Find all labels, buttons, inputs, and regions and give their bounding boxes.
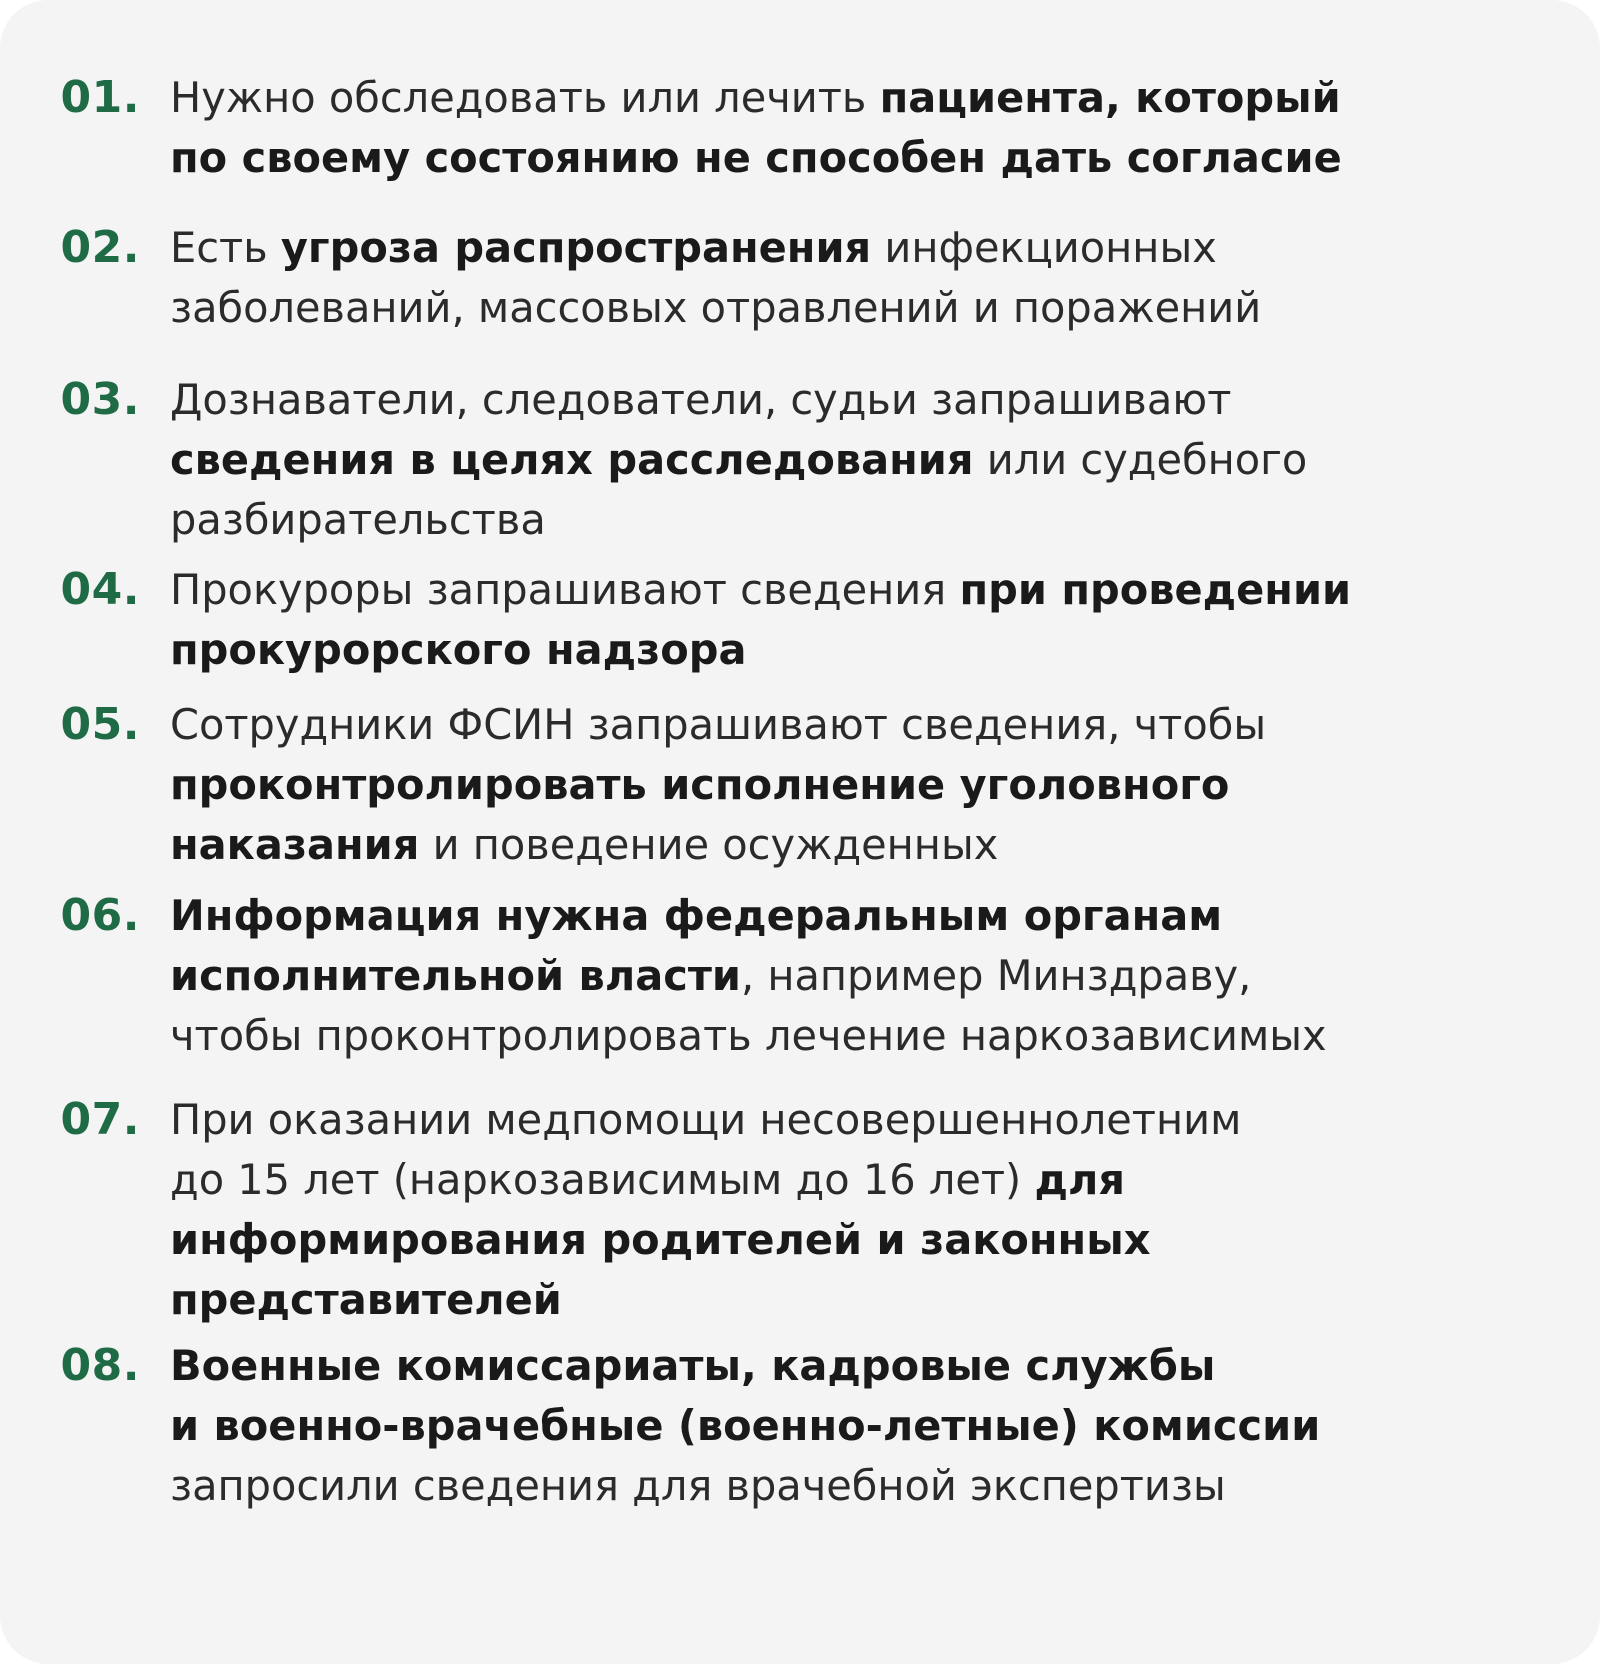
text-line — [170, 1396, 1570, 1456]
regular-text: Нужно обследовать или лечить — [170, 73, 880, 122]
bold-text: прокурорского надзора — [170, 625, 747, 674]
regular-text: до 15 лет (наркозависимым до 16 лет) — [170, 1155, 1035, 1204]
item-text — [170, 560, 1570, 680]
text-line — [170, 815, 1570, 875]
item-text — [170, 370, 1570, 550]
regular-text: запросили сведения для врачебной экспертизы — [170, 1461, 1226, 1510]
item-number: 08. — [61, 1336, 140, 1396]
bold-text: проконтролировать исполнение уголовного — [170, 760, 1230, 809]
bold-text: по своему состоянию не способен дать согласие — [170, 133, 1342, 182]
text-line — [170, 1210, 1570, 1270]
text-line — [170, 430, 1570, 490]
regular-text: Дознаватели, следователи, судьи запрашивают — [170, 375, 1232, 424]
text-line — [170, 755, 1570, 815]
text-line — [170, 128, 1570, 188]
regular-text: При оказании медпомощи несовершеннолетним — [170, 1095, 1242, 1144]
item-text — [170, 695, 1570, 875]
bold-text: исполнительной власти — [170, 951, 741, 1000]
regular-text: Сотрудники ФСИН запрашивают сведения, чтобы — [170, 700, 1267, 749]
item-text — [170, 1336, 1570, 1516]
item-number: 06. — [61, 886, 140, 946]
regular-text: инфекционных — [871, 223, 1217, 272]
bold-text: Информация нужна федеральным органам — [170, 891, 1223, 940]
bold-text: сведения в целях расследования — [170, 435, 974, 484]
text-line — [170, 370, 1570, 430]
regular-text: или судебного — [973, 435, 1308, 484]
text-line — [170, 1336, 1570, 1396]
text-line — [170, 1270, 1570, 1330]
item-text — [170, 68, 1570, 188]
regular-text: Есть — [170, 223, 281, 272]
item-number: 03. — [61, 370, 140, 430]
bold-text: наказания — [170, 820, 420, 869]
regular-text: чтобы проконтролировать лечение наркозависимых — [170, 1011, 1327, 1060]
bold-text: Военные комиссариаты, кадровые службы — [170, 1341, 1216, 1390]
text-line — [170, 68, 1570, 128]
item-number: 04. — [61, 560, 140, 620]
regular-text: и поведение осужденных — [419, 820, 999, 869]
text-line — [170, 946, 1570, 1006]
item-text — [170, 886, 1570, 1066]
text-line — [170, 1456, 1570, 1516]
regular-text: , например Минздраву, — [740, 951, 1252, 1000]
regular-text: заболеваний, массовых отравлений и поражений — [170, 283, 1262, 332]
regular-text: разбирательства — [170, 495, 546, 544]
text-line — [170, 620, 1570, 680]
text-line — [170, 490, 1570, 550]
item-number: 07. — [61, 1090, 140, 1150]
text-line — [170, 886, 1570, 946]
text-line — [170, 1090, 1570, 1150]
text-line — [170, 695, 1570, 755]
text-line — [170, 1150, 1570, 1210]
text-line — [170, 560, 1570, 620]
bold-text: представителей — [170, 1275, 562, 1324]
item-text — [170, 218, 1570, 338]
bold-text: пациента, который — [879, 73, 1341, 122]
item-number: 05. — [61, 695, 140, 755]
item-number: 02. — [61, 218, 140, 278]
bold-text: при проведении — [959, 565, 1352, 614]
bold-text: и военно-врачебные (военно-летные) комиссии — [170, 1401, 1321, 1450]
regular-text: Прокуроры запрашивают сведения — [170, 565, 960, 614]
bold-text: угроза распространения — [280, 223, 872, 272]
text-line — [170, 1006, 1570, 1066]
bold-text: информирования родителей и законных — [170, 1215, 1151, 1264]
item-number: 01. — [61, 68, 140, 128]
text-line — [170, 278, 1570, 338]
bold-text: для — [1034, 1155, 1125, 1204]
text-line — [170, 218, 1570, 278]
item-text — [170, 1090, 1570, 1330]
